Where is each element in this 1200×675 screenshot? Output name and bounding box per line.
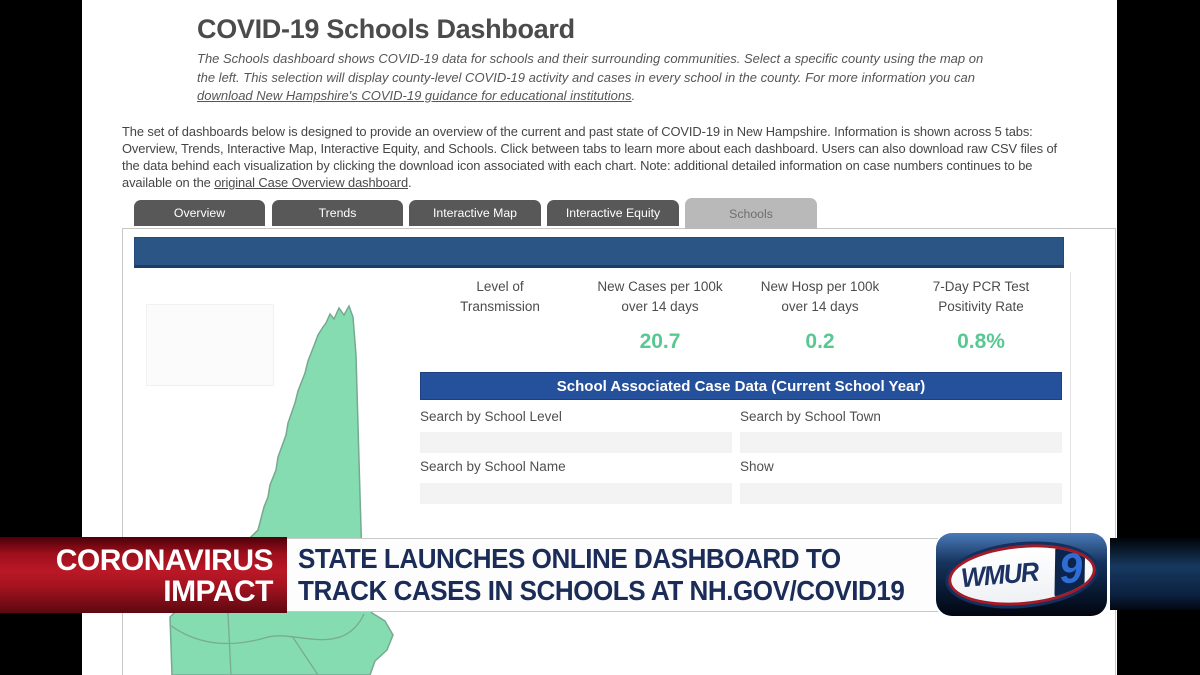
page-title: COVID-19 Schools Dashboard: [197, 14, 575, 44]
school-level-label: Search by School Level: [420, 409, 562, 424]
overview-line-1: The set of dashboards below is designed to provide an overview of the current and past state of COVID-19 in New Hampshire. Information is shown across 5 tabs:: [122, 124, 1033, 139]
banner-right-strip: [1110, 538, 1200, 610]
stat-value-new-hosp: 0.2: [805, 330, 835, 353]
state-outline[interactable]: [170, 306, 393, 675]
stat-new-hosp: New Hosp per 100k over 14 days 0.2: [740, 277, 900, 352]
school-name-label: Search by School Name: [420, 459, 566, 474]
school-town-label: Search by School Town: [740, 409, 881, 424]
stat-level-of-transmission: Level of Transmission: [460, 279, 540, 314]
overview-period: .: [408, 175, 412, 190]
tab-interactive-map[interactable]: Interactive Map: [409, 200, 541, 226]
intro-period: .: [631, 88, 636, 103]
wmur9-logo: [936, 533, 1107, 616]
headline-line-2: TRACK CASES IN SCHOOLS AT NH.GOV/COVID19: [298, 575, 905, 606]
intro-line-1: The Schools dashboard shows COVID-19 data for schools and their surrounding communities. Select a specific county using the map on: [197, 51, 984, 66]
tab-overview[interactable]: Overview: [134, 200, 265, 226]
tab-interactive-equity[interactable]: Interactive Equity: [547, 200, 679, 226]
logo-wmur-text: WMUR: [959, 556, 1039, 593]
tag-line-2: IMPACT: [163, 575, 273, 608]
stat-new-cases: New Cases per 100k over 14 days 20.7: [580, 277, 740, 352]
intro-line-2: the left. This selection will display county-level COVID-19 activity and cases in every school in the county. For more information you can: [197, 69, 975, 85]
overview-line-2: Overview, Trends, Interactive Map, Interactive Equity, and Schools. Click between tabs to learn more about each dashboard. Users can also download raw CSV files of: [122, 141, 1057, 156]
logo-channel-number: 9: [1056, 543, 1085, 593]
overview-paragraph: [122, 123, 1082, 191]
school-level-input[interactable]: [420, 432, 732, 453]
tab-trends[interactable]: Trends: [272, 200, 403, 226]
show-input[interactable]: [740, 483, 1062, 504]
school-name-input[interactable]: [420, 483, 732, 504]
stat-value-positivity: 0.8%: [957, 330, 1005, 353]
logo-red-ring: [945, 538, 1098, 611]
headline-strip: [286, 538, 938, 612]
new-hampshire-county-map[interactable]: [140, 295, 440, 675]
lower-third-banner: [0, 529, 1200, 617]
stat-pcr-positivity: 7-Day PCR Test Positivity Rate 0.8%: [900, 277, 1062, 352]
panel-scroll-divider: [1070, 272, 1071, 562]
community-stats-table: [420, 277, 1062, 352]
tab-schools[interactable]: Schools: [685, 198, 817, 229]
school-section-header: School Associated Case Data (Current School Year): [420, 372, 1062, 400]
show-label: Show: [740, 459, 774, 474]
headline-line-1: STATE LAUNCHES ONLINE DASHBOARD TO: [298, 543, 841, 574]
overview-line-4: available on the: [122, 175, 215, 190]
logo-outer-ring: [942, 535, 1101, 614]
headline-text: [298, 543, 904, 607]
intro-paragraph: [197, 50, 997, 106]
case-overview-link[interactable]: original Case Overview dashboard: [214, 175, 409, 190]
tag-line-1: CORONAVIRUS: [55, 544, 273, 577]
county-header-bar: [134, 237, 1064, 268]
school-town-input[interactable]: [740, 432, 1062, 453]
logo-face: [948, 541, 1094, 607]
coronavirus-impact-tag: [0, 537, 287, 613]
overview-line-3: the data behind each visualization by clicking the download icon associated with each chart. Note: additional detailed information on case numbers continues to be: [122, 158, 1033, 173]
stat-value-new-cases: 20.7: [639, 330, 681, 353]
guidance-link[interactable]: download New Hampshire's COVID-19 guidance for educational institutions: [197, 88, 632, 103]
